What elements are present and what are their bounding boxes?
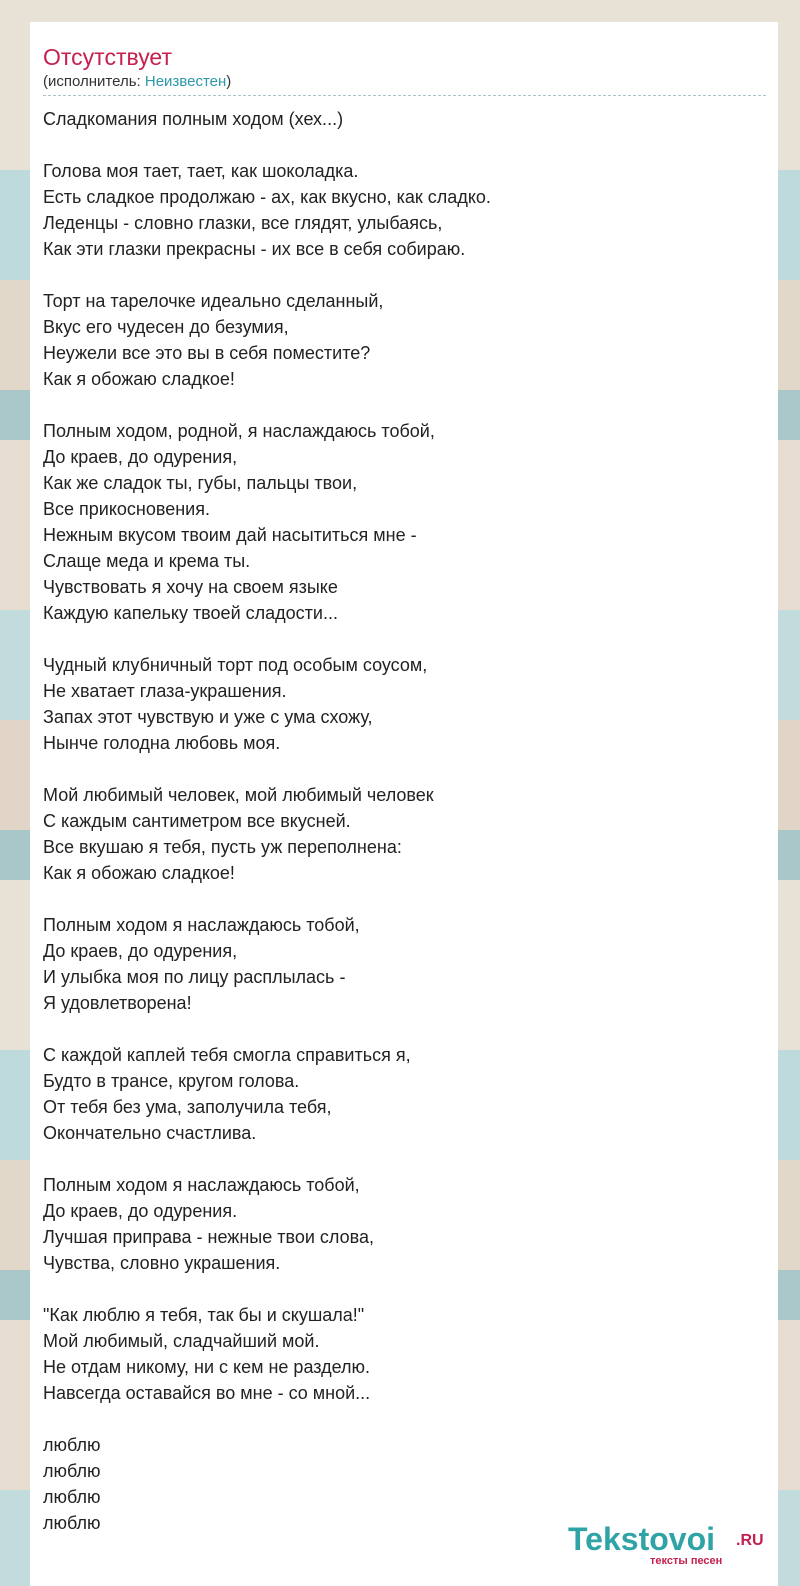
lyric-line: Запах этот чувствую и уже с ума схожу,	[43, 707, 373, 727]
lyric-line: До краев, до одурения,	[43, 941, 238, 961]
lyric-line: Каждую капельку твоей сладости...	[43, 603, 338, 623]
lyric-line: Полным ходом я наслаждаюсь тобой,	[43, 915, 360, 935]
logo-subtitle: тексты песен	[650, 1555, 723, 1567]
logo-main-text: Tekstovoi	[568, 1521, 715, 1557]
lyric-line: люблю	[43, 1513, 101, 1533]
lyric-line: Как эти глазки прекрасны - их все в себя собираю.	[43, 239, 466, 259]
lyric-line: Полным ходом, родной, я наслаждаюсь тобой,	[43, 421, 435, 441]
lyric-line: Вкус его чудесен до безумия,	[43, 317, 289, 337]
lyric-line: Не хватает глаза-украшения.	[43, 681, 287, 701]
lyric-line: люблю	[43, 1487, 101, 1507]
lyric-line: От тебя без ума, заполучила тебя,	[43, 1097, 332, 1117]
stanza-2	[43, 288, 766, 392]
lyric-line: Не отдам никому, ни с кем не разделю.	[43, 1357, 371, 1377]
stanza-7	[43, 1042, 766, 1146]
song-title: Отсутствует	[43, 44, 172, 70]
lyric-line: Все прикосновения.	[43, 499, 210, 519]
lyric-line: люблю	[43, 1461, 101, 1481]
artist-link[interactable]: Неизвестен	[144, 73, 227, 90]
lyrics-card	[30, 22, 778, 1586]
lyric-line: Окончательно счастлива.	[43, 1123, 257, 1143]
stanza-9	[43, 1302, 766, 1406]
artist-line	[43, 72, 766, 96]
lyric-line: Все вкушаю я тебя, пусть уж переполнена:	[43, 837, 402, 857]
stanza-1	[43, 158, 766, 262]
lyric-line: С каждой каплей тебя смогла справиться я,	[43, 1045, 411, 1065]
lyric-line: Полным ходом я наслаждаюсь тобой,	[43, 1175, 360, 1195]
lyric-line: Нынче голодна любовь моя.	[43, 733, 281, 753]
lyric-line: Мой любимый, сладчайший мой.	[43, 1331, 320, 1351]
artist-suffix: )	[226, 73, 232, 90]
lyric-line: Лучшая приправа - нежные твои слова,	[43, 1227, 374, 1247]
logo-tld-text: .RU	[736, 1532, 764, 1549]
lyric-line: Чувства, словно украшения.	[43, 1253, 281, 1273]
site-logo[interactable]	[568, 1521, 778, 1571]
lyric-line: Нежным вкусом твоим дай насытиться мне -	[43, 525, 417, 545]
lyrics-text	[43, 106, 766, 1536]
lyric-line: Чувствовать я хочу на своем языке	[43, 577, 338, 597]
artist-prefix: (исполнитель:	[43, 73, 145, 90]
stanza-5	[43, 782, 766, 886]
lyric-line: Мой любимый человек, мой любимый человек	[43, 785, 434, 805]
lyric-line: Есть сладкое продолжаю - ах, как вкусно, как сладко.	[43, 187, 491, 207]
lyric-line: Как я обожаю сладкое!	[43, 863, 235, 883]
lyric-line: люблю	[43, 1435, 101, 1455]
lyric-line: Я удовлетворена!	[43, 993, 192, 1013]
lyric-line: Торт на тарелочке идеально сделанный,	[43, 291, 384, 311]
stanza-4	[43, 652, 766, 756]
lyric-line: Голова моя тает, тает, как шоколадка.	[43, 161, 359, 181]
lyric-line: Неужели все это вы в себя поместите?	[43, 343, 371, 363]
lyric-line: Будто в трансе, кругом голова.	[43, 1071, 300, 1091]
lyric-line: Слаще меда и крема ты.	[43, 551, 251, 571]
lyric-line: Чудный клубничный торт под особым соусом,	[43, 655, 428, 675]
stanza-6	[43, 912, 766, 1016]
lyric-line: Сладкомания полным ходом (хех...)	[43, 109, 344, 129]
lyric-line: До краев, до одурения,	[43, 447, 238, 467]
lyric-line: Как я обожаю сладкое!	[43, 369, 235, 389]
lyric-line: С каждым сантиметром все вкусней.	[43, 811, 351, 831]
lyric-line: Леденцы - словно глазки, все глядят, улыбаясь,	[43, 213, 443, 233]
lyric-line: "Как люблю я тебя, так бы и скушала!"	[43, 1305, 365, 1325]
lyric-line: И улыбка моя по лицу расплылась -	[43, 967, 346, 987]
lyric-line: До краев, до одурения.	[43, 1201, 238, 1221]
stanza-intro	[43, 106, 766, 132]
stanza-8	[43, 1172, 766, 1276]
lyric-line: Как же сладок ты, губы, пальцы твои,	[43, 473, 358, 493]
lyric-line: Навсегда оставайся во мне - со мной...	[43, 1383, 371, 1403]
stanza-3	[43, 418, 766, 626]
